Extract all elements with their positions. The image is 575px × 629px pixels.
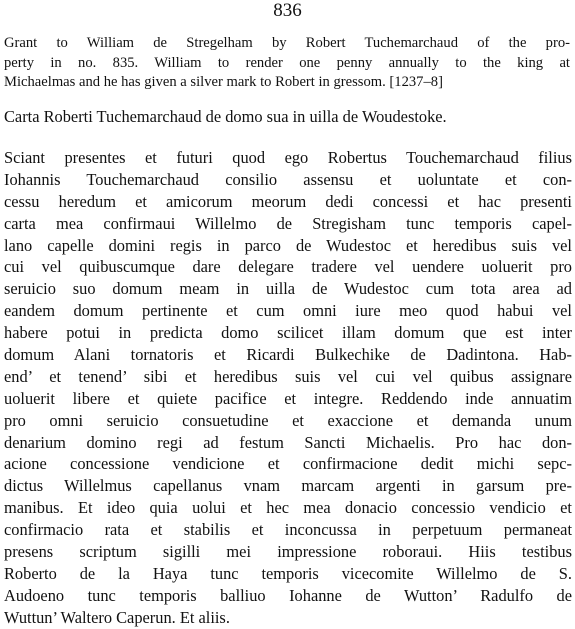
charter-line: dictus Willelmus capellanus vnam marcam argenti in garsum pre- (4, 476, 572, 496)
charter-line: Audoeno tunc temporis balliuo Iohanne de Wutton’ Radulfo de (4, 585, 572, 605)
summary-line: Grant to William de Stregelham by Robert Tuchemarchaud of the pro- (4, 35, 570, 51)
charter-line: Roberto de la Haya tunc temporis vicecomite Willelmo de S. (4, 563, 572, 583)
charter-line: Iohannis Touchemarchaud consilio assensu et uoluntate et con- (4, 169, 572, 189)
charter-line: carta mea confirmaui Willelmo de Stregisham tunc temporis capel- (4, 213, 572, 233)
charter-rubric: Carta Roberti Tuchemarchaud de domo sua in uilla de Woudestoke. (4, 107, 447, 126)
charter-line: uoluerit libere et quiete pacifice et integre. Reddendo inde annuatim (4, 388, 572, 408)
charter-line: cessu heredum et amicorum meorum dedi concessi et hac presenti (4, 191, 572, 211)
summary-line: perty in no. 835. William to render one penny annually to the king at (4, 54, 570, 71)
charter-line: eandem domum pertinente et cum omni iure meo quod habui vel (4, 301, 572, 321)
charter-text (4, 147, 572, 629)
charter-line: confirmacio rata et stabilis et inconcussa in perpetuum permaneat (4, 520, 572, 540)
charter-line: seruicio suo domum meam in uilla de Wudestoc cum tota area ad (4, 279, 572, 299)
charter-line: acione concessione vendicione et confirmacione dedit michi sepc- (4, 454, 572, 474)
english-summary (4, 34, 570, 93)
document-number: 836 (273, 0, 302, 21)
charter-line: end’ et tenend’ sibi et heredibus suis vel cui vel quibus assignare (4, 366, 572, 386)
charter-line: habere potui in predicta domo scilicet illam domum que est inter (4, 323, 572, 343)
charter-line: manibus. Et ideo quia uolui et hec mea donacio concessio vendicio et (4, 498, 572, 518)
charter-line: denarium domino regi ad festum Sancti Michaelis. Pro hac don- (4, 432, 572, 452)
charter-line: lano capelle domini regis in parco de Wudestoc et heredibus suis vel (4, 235, 572, 255)
charter-line: pro omni seruicio consuetudine et exaccione et demanda unum (4, 410, 572, 430)
summary-line: Michaelmas and he has given a silver mark to Robert in gressom. [1237–8] (4, 74, 443, 90)
charter-line: presens scriptum sigilli mei impressione roboraui. Hiis testibus (4, 542, 572, 562)
charter-line: Wuttun’ Waltero Caperun. Et aliis. (4, 607, 230, 627)
charter-line: Sciant presentes et futuri quod ego Robertus Touchemarchaud filius (4, 148, 572, 167)
charter-line: cui vel quibuscumque dare delegare tradere vel uendere uoluerit pro (4, 257, 572, 277)
charter-line: domum Alani tornatoris et Ricardi Bulkechike de Dadintona. Hab- (4, 345, 572, 365)
